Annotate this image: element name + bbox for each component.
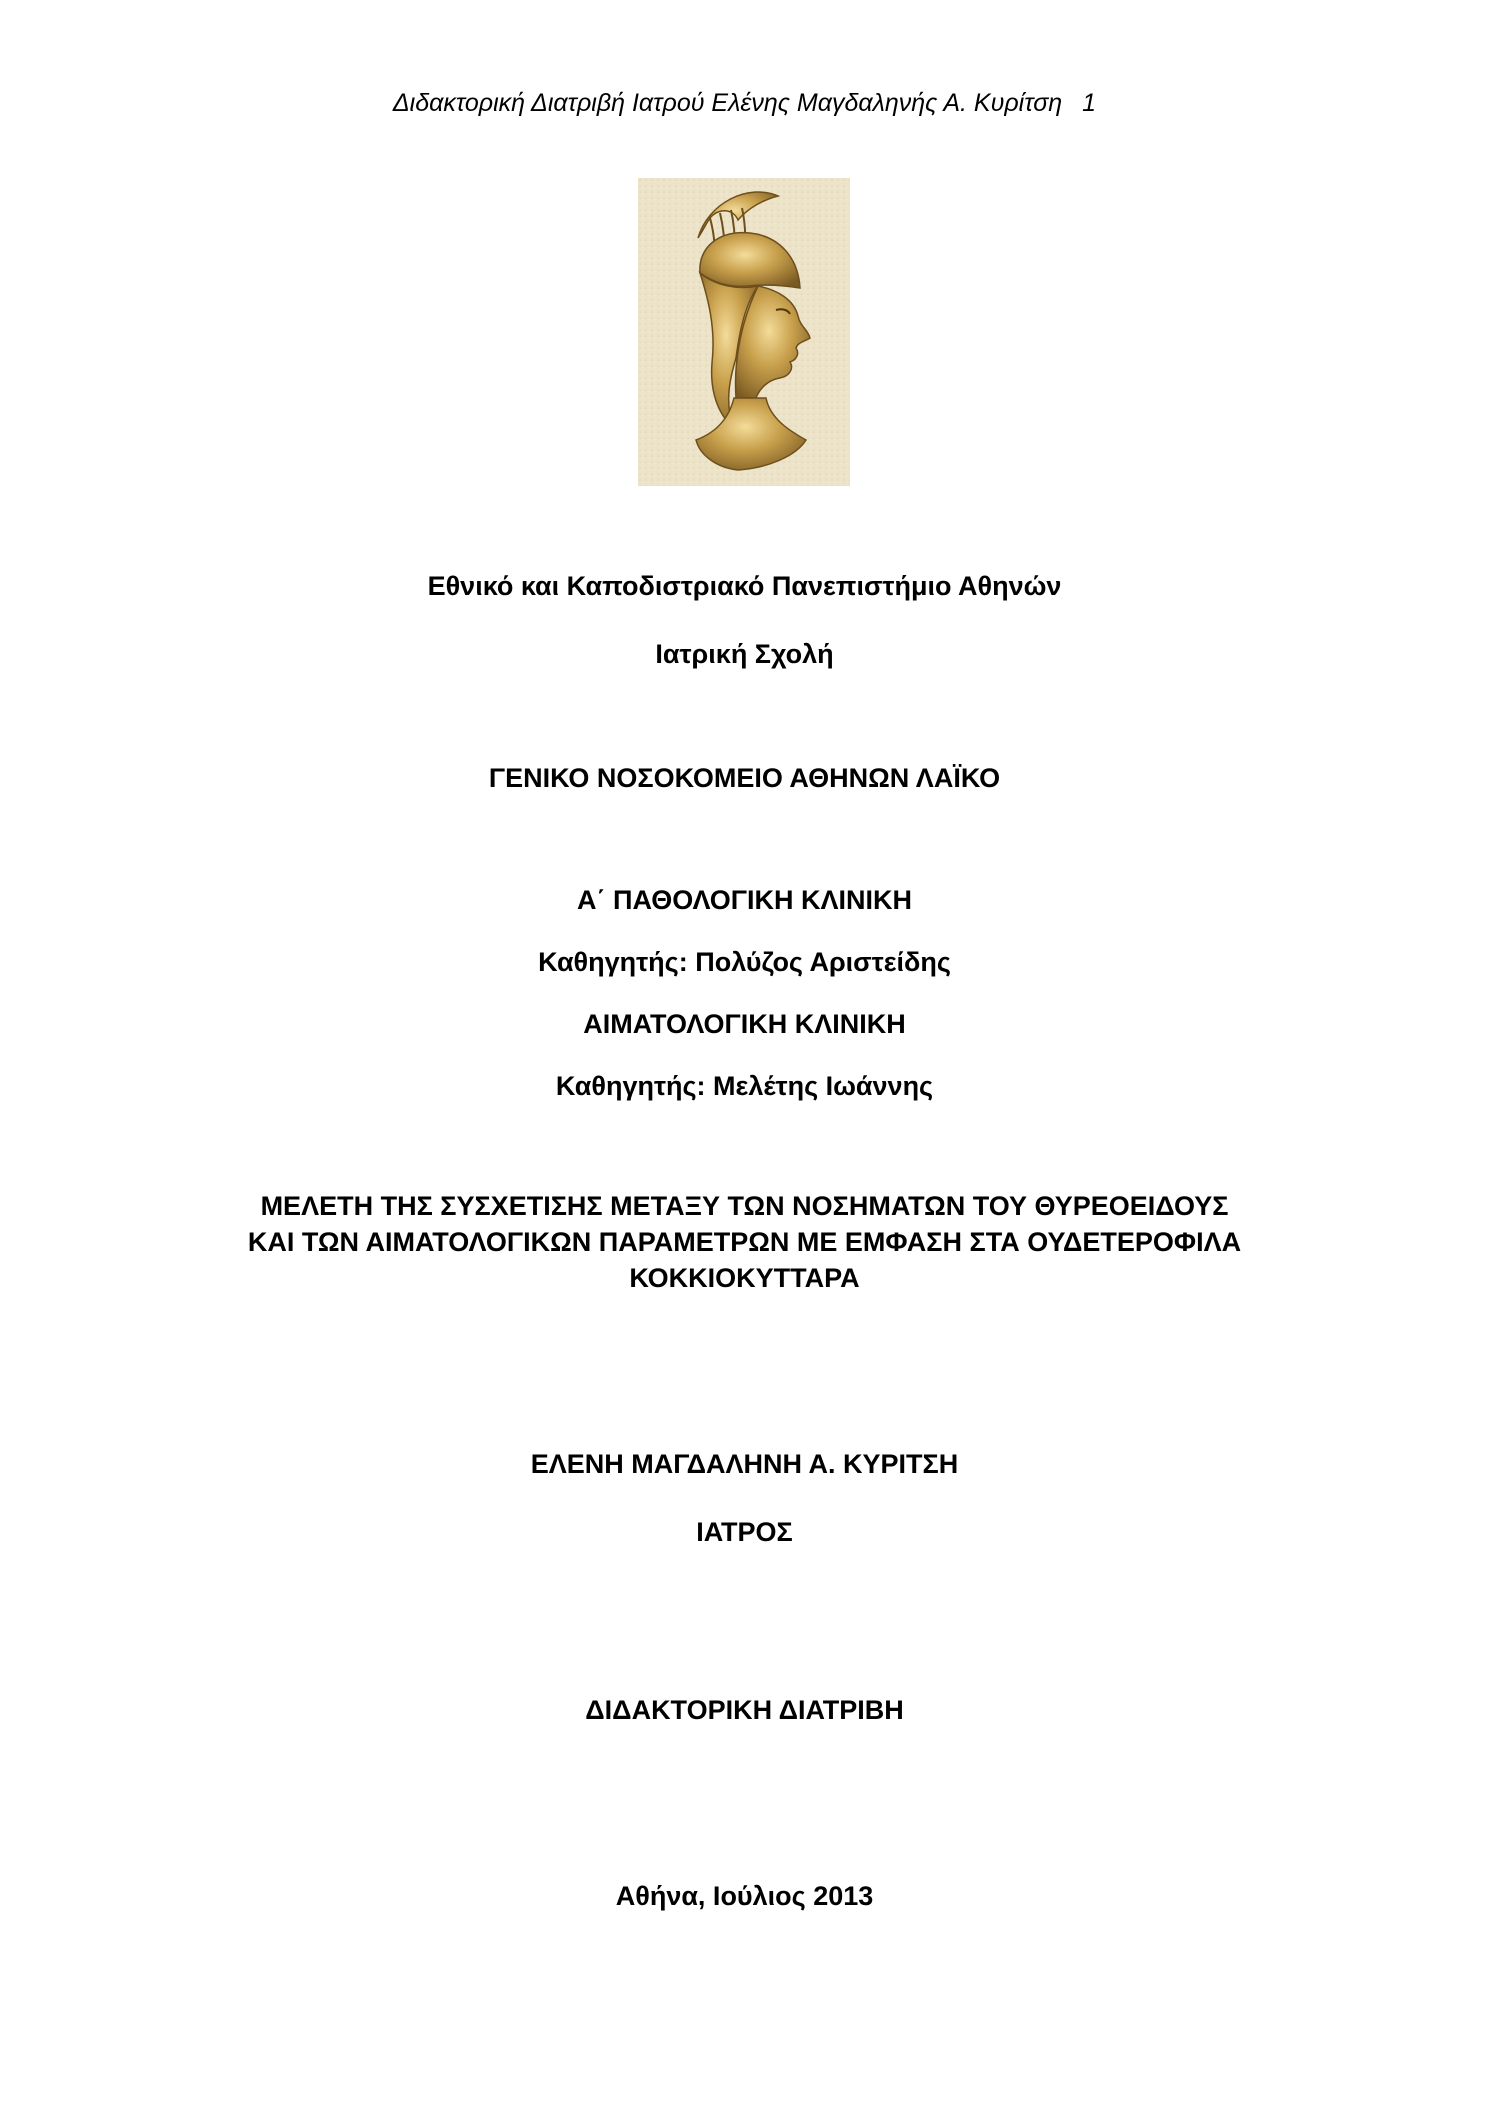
- clinic-1-name: Α΄ ΠΑΘΟΛΟΓΙΚΗ ΚΛΙΝΙΚΗ: [576, 885, 913, 915]
- thesis-title-line-3: ΚΟΚΚΙΟΚΥΤΤΑΡΑ: [629, 1263, 860, 1293]
- author-name: ΕΛΕΝΗ ΜΑΓΔΑΛΗΝΗ Α. ΚΥΡΙΤΣΗ: [530, 1449, 959, 1479]
- athena-head-emblem-icon: [638, 178, 850, 486]
- thesis-title: [0, 1188, 1489, 1296]
- thesis-title-line-2: ΚΑΙ ΤΩΝ ΑΙΜΑΤΟΛΟΓΙΚΩΝ ΠΑΡΑΜΕΤΡΩΝ ΜΕ ΕΜΦΑΣΗ ΣΤΑ ΟΥΔΕΤΕΡΟΦΙΛΑ: [247, 1227, 1242, 1257]
- page-number: 1: [1082, 89, 1097, 117]
- running-header: [0, 86, 1489, 120]
- clinic-2-name: ΑΙΜΑΤΟΛΟΓΙΚΗ ΚΛΙΝΙΚΗ: [583, 1009, 906, 1039]
- thesis-title-line-1: ΜΕΛΕΤΗ ΤΗΣ ΣΥΣΧΕΤΙΣΗΣ ΜΕΤΑΞΥ ΤΩΝ ΝΟΣΗΜΑΤΩΝ ΤΟΥ ΘΥΡΕΟΕΙΔΟΥΣ: [260, 1191, 1229, 1221]
- school-name: Ιατρική Σχολή: [655, 639, 834, 669]
- professor-1: Καθηγητής: Πολύζος Αριστείδης: [538, 947, 951, 977]
- professor-2: Καθηγητής: Μελέτης Ιωάννης: [555, 1071, 934, 1101]
- university-name: Εθνικό και Καποδιστριακό Πανεπιστήμιο Αθηνών: [427, 571, 1062, 601]
- author-profession: ΙΑΤΡΟΣ: [696, 1517, 793, 1547]
- hospital-name: ΓΕΝΙΚΟ ΝΟΣΟΚΟΜΕΙΟ ΑΘΗΝΩΝ ΛΑΪΚΟ: [488, 763, 1001, 793]
- place-date: Αθήνα, Ιούλιος 2013: [615, 1881, 874, 1911]
- running-title: Διδακτορική Διατριβή Ιατρού Ελένης Μαγδαληνής Α. Κυρίτση: [392, 89, 1063, 117]
- document-type: ΔΙΔΑΚΤΟΡΙΚΗ ΔΙΑΤΡΙΒΗ: [585, 1695, 904, 1725]
